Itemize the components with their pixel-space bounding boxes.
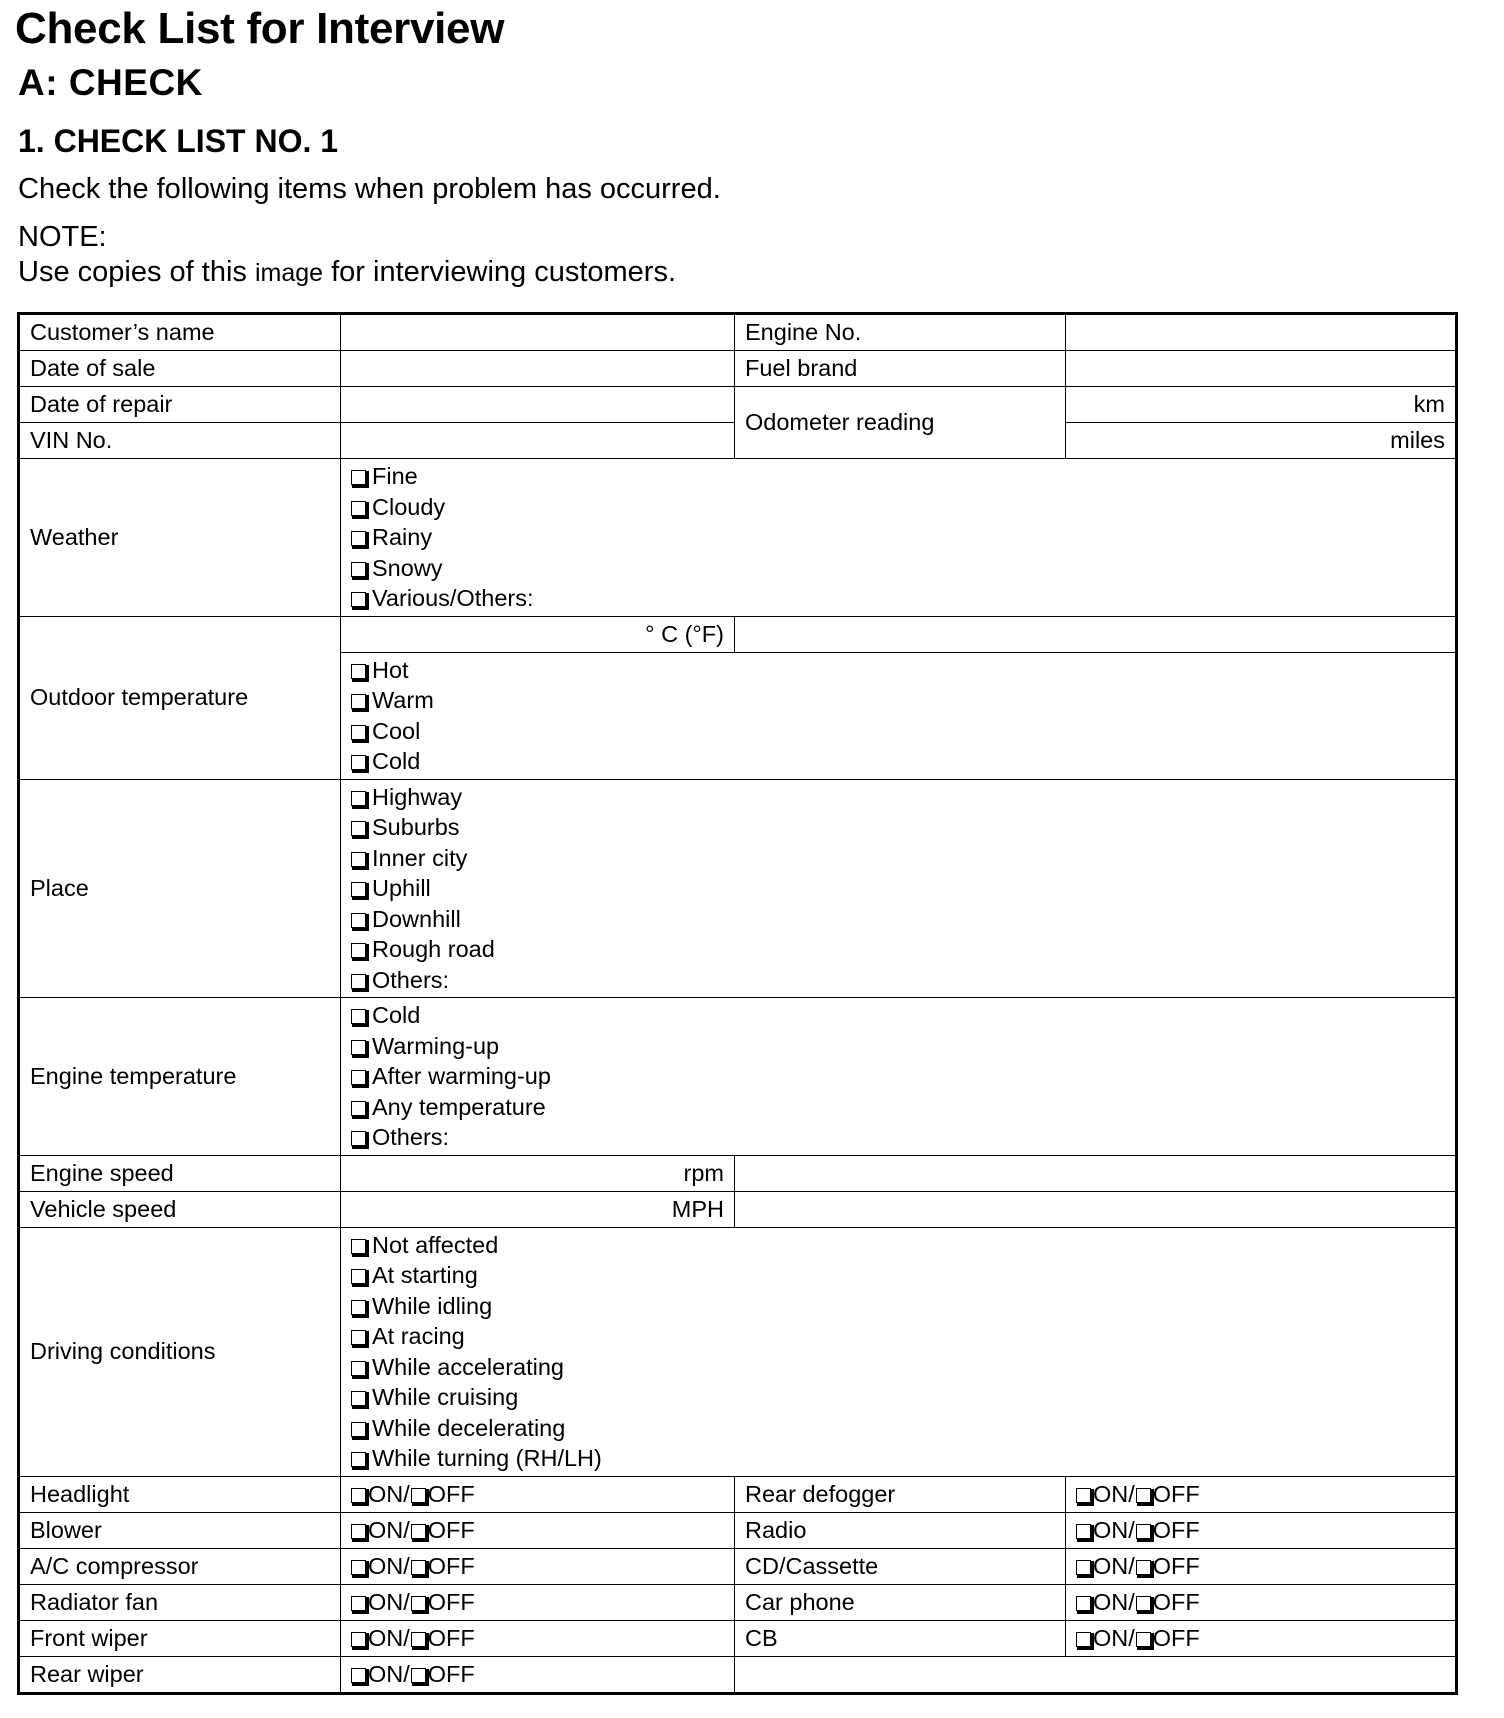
outdoor-temperature-options: [341, 652, 1457, 779]
checkbox-icon[interactable]: [351, 1391, 366, 1406]
checkbox-icon[interactable]: [351, 913, 366, 928]
checkbox-icon[interactable]: [351, 882, 366, 897]
radio-label: Radio: [735, 1512, 1066, 1548]
weather-options: [341, 459, 1457, 617]
driving-condition-option-5[interactable]: [351, 1352, 1455, 1383]
engine-speed-blank: [735, 1155, 1457, 1191]
engine-no-label: Engine No.: [735, 314, 1066, 351]
off-checkbox-icon[interactable]: [411, 1668, 426, 1683]
option-label: Snowy: [372, 554, 443, 581]
outdoor-temp-option-3[interactable]: [351, 716, 1455, 747]
vehicle-speed-field[interactable]: MPH: [341, 1191, 735, 1227]
checkbox-icon[interactable]: [351, 1009, 366, 1024]
outdoor-temp-option-2[interactable]: [351, 685, 1455, 716]
option-label: While idling: [372, 1292, 493, 1319]
customers-name-field[interactable]: [341, 314, 735, 351]
switch-row: [19, 1584, 1457, 1620]
off-checkbox-icon[interactable]: [1136, 1596, 1151, 1611]
blower-label: Blower: [19, 1512, 341, 1548]
off-label: OFF: [427, 1552, 475, 1579]
weather-option-2[interactable]: [351, 492, 1455, 523]
front-wiper-label: Front wiper: [19, 1620, 341, 1656]
option-label: At racing: [372, 1323, 465, 1349]
checkbox-icon[interactable]: [351, 562, 366, 577]
on-label: ON/: [1093, 1480, 1135, 1507]
checkbox-icon[interactable]: [351, 791, 366, 806]
off-label: OFF: [427, 1516, 475, 1543]
off-checkbox-icon[interactable]: [1136, 1560, 1151, 1575]
on-label: ON/: [1093, 1516, 1135, 1543]
driving-conditions-options: [341, 1227, 1457, 1476]
checkbox-icon[interactable]: [351, 1361, 366, 1376]
off-label: OFF: [427, 1588, 475, 1615]
subsection-heading: 1. CHECK LIST NO. 1: [18, 123, 339, 159]
option-label: Any temperature: [372, 1093, 546, 1120]
switch-row: [19, 1476, 1457, 1512]
checkbox-icon[interactable]: [351, 974, 366, 989]
weather-label: Weather: [19, 459, 341, 617]
page-title: Check List for Interview: [15, 4, 505, 53]
off-checkbox-icon[interactable]: [1136, 1524, 1151, 1539]
on-checkbox-icon[interactable]: [1076, 1524, 1091, 1539]
vin-no-field[interactable]: [341, 423, 735, 459]
engine-temp-option-4[interactable]: [351, 1092, 1455, 1123]
front-wiper-onoff: [341, 1620, 735, 1656]
engine-temp-option-2[interactable]: [351, 1031, 1455, 1062]
place-option-1[interactable]: [351, 782, 1455, 813]
option-label: Rough road: [372, 936, 495, 962]
checkbox-icon[interactable]: [351, 1131, 366, 1146]
engine-speed-label: Engine speed: [19, 1155, 341, 1191]
on-checkbox-icon[interactable]: [1076, 1596, 1091, 1611]
on-label: ON/: [1093, 1588, 1135, 1615]
engine-temperature-options: [341, 998, 1457, 1156]
checkbox-icon[interactable]: [351, 1269, 366, 1284]
on-checkbox-icon[interactable]: [351, 1668, 366, 1683]
on-label: ON/: [368, 1552, 410, 1579]
checkbox-icon[interactable]: [351, 725, 366, 740]
option-label: Highway: [372, 783, 463, 810]
off-label: OFF: [1152, 1552, 1200, 1579]
intro-text: Check the following items when problem has occurred.: [18, 173, 721, 205]
date-of-repair-field[interactable]: [341, 387, 735, 423]
on-label: ON/: [368, 1480, 410, 1507]
blower-onoff: [341, 1512, 735, 1548]
place-option-6[interactable]: [351, 934, 1455, 965]
off-checkbox-icon[interactable]: [411, 1524, 426, 1539]
cb-label: CB: [735, 1620, 1066, 1656]
option-label: Cold: [372, 748, 421, 774]
driving-conditions-label: Driving conditions: [19, 1227, 341, 1476]
off-label: OFF: [1152, 1624, 1200, 1651]
option-label: While turning (RH/LH): [372, 1445, 602, 1471]
checkbox-icon[interactable]: [351, 755, 366, 770]
checkbox-icon[interactable]: [351, 1300, 366, 1315]
on-checkbox-icon[interactable]: [1076, 1632, 1091, 1647]
on-checkbox-icon[interactable]: [1076, 1488, 1091, 1503]
headlight-label: Headlight: [19, 1476, 341, 1512]
on-checkbox-icon[interactable]: [351, 1560, 366, 1575]
car-phone-onoff: [1066, 1584, 1457, 1620]
off-label: OFF: [427, 1480, 475, 1507]
outdoor-temperature-label: Outdoor temperature: [19, 616, 341, 779]
checkbox-icon[interactable]: [351, 531, 366, 546]
note-text: Use copies of this image for interviewing customers.: [18, 256, 677, 288]
place-label: Place: [19, 779, 341, 998]
option-label: Others:: [372, 966, 450, 993]
outdoor-temp-option-1[interactable]: [351, 655, 1455, 686]
blank-cell: [735, 1656, 1457, 1693]
a-c-compressor-onoff: [341, 1548, 735, 1584]
on-label: ON/: [1093, 1624, 1135, 1651]
fuel-brand-label: Fuel brand: [735, 351, 1066, 387]
checkbox-icon[interactable]: [351, 943, 366, 958]
customers-name-label: Customer’s name: [19, 314, 341, 351]
checkbox-icon[interactable]: [351, 664, 366, 679]
driving-condition-option-6[interactable]: [351, 1382, 1455, 1413]
vehicle-speed-blank: [735, 1191, 1457, 1227]
driving-condition-option-8[interactable]: [351, 1443, 1455, 1474]
place-option-5[interactable]: [351, 904, 1455, 935]
date-of-sale-field[interactable]: [341, 351, 735, 387]
radiator-fan-onoff: [341, 1584, 735, 1620]
driving-condition-option-3[interactable]: [351, 1291, 1455, 1322]
engine-no-field[interactable]: [1066, 314, 1457, 351]
on-checkbox-icon[interactable]: [351, 1632, 366, 1647]
weather-option-5[interactable]: [351, 583, 1455, 614]
cb-onoff: [1066, 1620, 1457, 1656]
off-checkbox-icon[interactable]: [1136, 1632, 1151, 1647]
option-label: Uphill: [372, 875, 431, 901]
car-phone-label: Car phone: [735, 1584, 1066, 1620]
checkbox-icon[interactable]: [351, 1422, 366, 1437]
option-label: Not affected: [372, 1231, 499, 1258]
checkbox-icon[interactable]: [351, 1330, 366, 1345]
cd-cassette-onoff: [1066, 1548, 1457, 1584]
checkbox-icon[interactable]: [351, 852, 366, 867]
engine-temp-option-1[interactable]: [351, 1000, 1455, 1031]
place-options: [341, 779, 1457, 998]
rear-defogger-label: Rear defogger: [735, 1476, 1066, 1512]
checkbox-icon[interactable]: [351, 821, 366, 836]
option-label: Various/Others:: [372, 585, 534, 611]
on-label: ON/: [368, 1624, 410, 1651]
driving-condition-option-1[interactable]: [351, 1230, 1455, 1261]
on-label: ON/: [368, 1660, 410, 1687]
on-label: ON/: [368, 1588, 410, 1615]
option-label: Fine: [372, 463, 418, 489]
checkbox-icon[interactable]: [351, 470, 366, 485]
off-checkbox-icon[interactable]: [411, 1596, 426, 1611]
driving-condition-option-7[interactable]: [351, 1413, 1455, 1444]
off-label: OFF: [1152, 1480, 1200, 1507]
headlight-onoff: [341, 1476, 735, 1512]
off-label: OFF: [1152, 1516, 1200, 1543]
driving-condition-option-4[interactable]: [351, 1321, 1455, 1352]
place-option-4[interactable]: [351, 873, 1455, 904]
option-label: Cold: [372, 1002, 421, 1028]
driving-condition-option-2[interactable]: [351, 1260, 1455, 1291]
off-label: OFF: [427, 1660, 475, 1687]
rear-defogger-onoff: [1066, 1476, 1457, 1512]
on-label: ON/: [368, 1516, 410, 1543]
a-c-compressor-label: A/C compressor: [19, 1548, 341, 1584]
section-heading: A: CHECK: [18, 62, 203, 103]
radiator-fan-label: Radiator fan: [19, 1584, 341, 1620]
option-label: While cruising: [372, 1384, 519, 1410]
on-checkbox-icon[interactable]: [351, 1488, 366, 1503]
engine-speed-field[interactable]: rpm: [341, 1155, 735, 1191]
off-label: OFF: [427, 1624, 475, 1651]
vin-no-label: VIN No.: [19, 423, 341, 459]
rear-wiper-label: Rear wiper: [19, 1656, 341, 1693]
off-checkbox-icon[interactable]: [411, 1560, 426, 1575]
switch-row: [19, 1620, 1457, 1656]
option-label: At starting: [372, 1262, 478, 1288]
option-label: Warming-up: [372, 1032, 500, 1059]
odometer-km-field[interactable]: km: [1066, 387, 1457, 423]
cd-cassette-label: CD/Cassette: [735, 1548, 1066, 1584]
checkbox-icon[interactable]: [351, 1101, 366, 1116]
weather-option-1[interactable]: [351, 461, 1455, 492]
checkbox-icon[interactable]: [351, 694, 366, 709]
outdoor-temperature-field[interactable]: ° C (°F): [341, 616, 735, 652]
option-label: Inner city: [372, 844, 468, 871]
option-label: While decelerating: [372, 1414, 566, 1441]
off-checkbox-icon[interactable]: [1136, 1488, 1151, 1503]
switch-row: [19, 1656, 1457, 1693]
checkbox-icon[interactable]: [351, 1452, 366, 1467]
option-label: Warm: [372, 687, 434, 713]
radio-onoff: [1066, 1512, 1457, 1548]
rear-wiper-onoff: [341, 1656, 735, 1693]
date-of-sale-label: Date of sale: [19, 351, 341, 387]
engine-temp-option-3[interactable]: [351, 1061, 1455, 1092]
on-checkbox-icon[interactable]: [351, 1524, 366, 1539]
outdoor-temperature-blank: [735, 616, 1457, 652]
outdoor-temp-option-4[interactable]: [351, 746, 1455, 777]
switch-row: [19, 1548, 1457, 1584]
odometer-miles-field[interactable]: miles: [1066, 423, 1457, 459]
checkbox-icon[interactable]: [351, 1239, 366, 1254]
option-label: Hot: [372, 656, 409, 683]
option-label: Others:: [372, 1124, 450, 1150]
place-option-2[interactable]: [351, 812, 1455, 843]
on-checkbox-icon[interactable]: [351, 1596, 366, 1611]
option-label: Cool: [372, 717, 421, 744]
engine-temp-option-5[interactable]: [351, 1122, 1455, 1153]
switch-row: [19, 1512, 1457, 1548]
checkbox-icon[interactable]: [351, 1040, 366, 1055]
option-label: While accelerating: [372, 1353, 565, 1380]
engine-temperature-label: Engine temperature: [19, 998, 341, 1156]
on-checkbox-icon[interactable]: [1076, 1560, 1091, 1575]
off-checkbox-icon[interactable]: [411, 1632, 426, 1647]
off-label: OFF: [1152, 1588, 1200, 1615]
off-checkbox-icon[interactable]: [411, 1488, 426, 1503]
checkbox-icon[interactable]: [351, 592, 366, 607]
fuel-brand-field[interactable]: [1066, 351, 1457, 387]
vehicle-speed-label: Vehicle speed: [19, 1191, 341, 1227]
checkbox-icon[interactable]: [351, 501, 366, 516]
date-of-repair-label: Date of repair: [19, 387, 341, 423]
note-label: NOTE:: [18, 221, 107, 253]
option-label: After warming-up: [372, 1063, 551, 1089]
interview-checklist-table: [17, 312, 1458, 1695]
option-label: Cloudy: [372, 493, 446, 520]
option-label: Suburbs: [372, 814, 460, 840]
weather-option-3[interactable]: [351, 522, 1455, 553]
option-label: Downhill: [372, 905, 461, 932]
on-label: ON/: [1093, 1552, 1135, 1579]
place-option-7[interactable]: [351, 965, 1455, 996]
checkbox-icon[interactable]: [351, 1070, 366, 1085]
place-option-3[interactable]: [351, 843, 1455, 874]
option-label: Rainy: [372, 524, 433, 550]
weather-option-4[interactable]: [351, 553, 1455, 584]
odometer-reading-label: Odometer reading: [735, 387, 1066, 459]
